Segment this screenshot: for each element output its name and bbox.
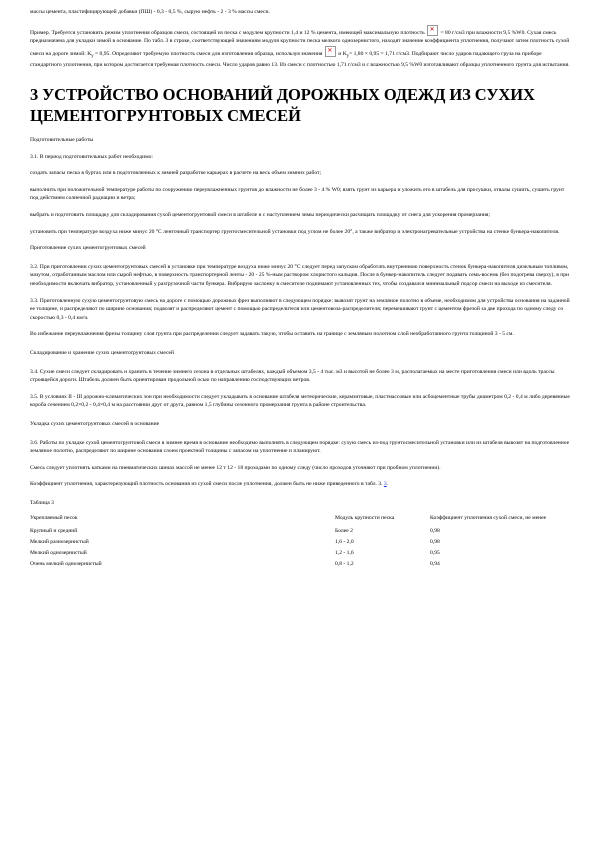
table-header-row bbox=[30, 514, 560, 525]
column-header: Укрепляемый песок bbox=[30, 514, 78, 521]
paragraph-compaction: Смесь следует уплотнять катками на пневматических шинах массой не менее 12 т 12 - 18 проходами по одному следу (число проходов уточняют при пробном уплотнении). bbox=[30, 464, 441, 471]
subheading-laying: Укладка сухих цементогрунтовых смесей в основание bbox=[30, 420, 160, 427]
table-cell: 0,95 bbox=[430, 549, 440, 556]
paragraph-3-3: 3.3. Приготовленную сухую цементогрунтовую смесь на дороге с помощью дорожных фрез выполняют в следующем порядке: вывозят грунт на земляное полотно в объеме, необходимом для устройства основания на заданной ее толщине, и распределяют по ширине основания; подвозят и распределяют цемент с помощью распределителя или цементовоза-распределителя; перемешивают грунт с цементом фрезой за две прохода по одному следу со скоростью 0,3 - 0,4 км/ч. bbox=[30, 297, 570, 321]
subheading-preparatory: Подготовительные работы bbox=[30, 137, 94, 144]
paragraph-3-2: 3.2. При приготовлении сухих цементогрунтовых смесей в установке при температуре воздуха ниже минус 20 °С следует перед запуском обработать внутреннюю поверхность стенок бункера-накопителя дизельным топливом, мазутом, отработанным маслом или сырой нефтью, в поверхность транспортерной ленты - 20 - 25 %-ным раствором хлористого кальция. После в бункер-накопитель следует подавать семь-восемь (без подогрева сверху), в при необходимости включать вибратор, установленный у разгрузочной части бункера. Вибрирую заслонку в смесителе поднимают установленных тех, чтобы создавался минимальный подсор смеси на выходе из смесителя. bbox=[30, 263, 570, 288]
paragraph-3-6: 3.6. Работы по укладке сухой цементогрунтовой смеси в зимнее время в основание необходимо выполнять в следующем порядке: сухую смесь из-под грунтосмесительной установки или из штабеля вывозят на подготовленное земляное полотно, распределяют по ширине основания слоем проектной толщины с запасом на уплотнение и планируют. bbox=[30, 439, 570, 455]
table-row bbox=[30, 525, 560, 536]
table-cell: Мелкий разнозернистый bbox=[30, 538, 89, 545]
table-cell: 0,94 bbox=[430, 560, 440, 567]
paragraph-note: Во избежание переувлажнения фрезы толщину слоя грунта при распределении следует задавать такую, чтобы оставить на границе с земляным полотном слой необработанного грунта толщиной 3 - 5 см. bbox=[30, 331, 514, 338]
coefficient-text: Коэффициент уплотнения, характеризующий плотность основания из сухой смеси после уплотнения, должен быть не ниже приведенного в табл. 3. bbox=[30, 481, 383, 488]
formula-image-icon bbox=[325, 46, 336, 57]
table-cell: 0,98 bbox=[430, 538, 440, 545]
table-cell: Мелкий однозернистый bbox=[30, 549, 87, 556]
intro-paragraph: массы цемента, пластифицирующей добавки (ПШ) - 0,3 - 0,5 %, сырую нефть - 2 - 3 % массы смеси. bbox=[30, 9, 270, 15]
paragraph-3-1: 3.1. В период подготовительных работ необходимо: bbox=[30, 153, 153, 160]
example-text-e: = 1,80 × 0,95 = 1,71 г/см3. Подбирают число ударов падающего груза на приборе стандартного уплотнения, при котором достигается требуемая плотность смеси. Число ударов равно 13. Из смеси с плотностью 1,71 г/см3 и с влажностью 9,5 %W0 изготавливают образцы уплотненного грунта для испытания. bbox=[30, 50, 570, 69]
paragraph-3-5: 3.5. В условиях II - III дорожно-климатических зон при необходимости следует укладывать в основание штабеля метеорические, керамзитовые, пластмассовые или асбоцементные трубы диаметром 0,2 - 0,4 м либо деревянные короба сечением 0,2×0,2 - 0,4×0,4 м на расстоянии друг от друга, равном 1,5 глубины сезонного промерзания грунта в районе строительства. bbox=[30, 393, 570, 409]
list-item: выбрать и подготовить площадку для складирования сухой цементогрунтовой смеси в штабеле и с наступлением зимы периодически расчищать площадку от снега для ускорения промерзания; bbox=[30, 212, 491, 219]
table-row bbox=[30, 558, 560, 569]
example-text-c: = 0,95. Определяют требуемую плотность смеси для изготовления образца, используя значения bbox=[95, 50, 323, 57]
table-caption: Таблица 3 bbox=[30, 499, 54, 506]
formula-image-icon bbox=[427, 25, 438, 36]
table-cell: 0,98 bbox=[430, 527, 440, 534]
table-cell: Более 2 bbox=[335, 527, 353, 534]
subheading-storage: Складирование и хранение сухих цементогрунтовых смесей bbox=[30, 349, 174, 356]
column-header: Модуль крупности песка bbox=[335, 514, 395, 521]
table-cell: 1,2 - 1,6 bbox=[335, 549, 354, 556]
column-header: Коэффициент уплотнения сухой смеси, не менее bbox=[430, 514, 547, 521]
table-row bbox=[30, 536, 560, 547]
example-paragraph bbox=[30, 25, 570, 70]
paragraph-coefficient: Коэффициент уплотнения, характеризующий плотность основания из сухой смеси после уплотнения, должен быть не ниже приведенного в табл. 3. 3. bbox=[30, 481, 389, 488]
example-text-a: Пример. Требуется установить режим уплотнения образцов смеси, состоящей из песка с модулем крупности 1,4 и 12 % цемента, имеющей максимальную плотность bbox=[30, 29, 425, 36]
table-cell: 0,8 - 1,2 bbox=[335, 560, 354, 567]
table-cell: 1,6 - 2,0 bbox=[335, 538, 354, 545]
table-cell: Крупный и средний bbox=[30, 527, 78, 534]
list-item: установить при температуре воздуха ниже минус 20 °С ленточный транспортер грунтосмесительной установки под углом не более 20°, а также вибратор и электронагревательные устройства на стенке бункера-накопителя. bbox=[30, 228, 560, 235]
section-title: 3 УСТРОЙСТВО ОСНОВАНИЙ ДОРОЖНЫХ ОДЕЖД ИЗ СУХИХ ЦЕМЕНТОГРУНТОВЫХ СМЕСЕЙ bbox=[30, 85, 535, 126]
example-text-b: = 80 г/см3 при влажности 9,5 %W0. Сухая смесь предназначена для укладки зимой в основание. По табл. 3 в строке, соответствующей значениям модуля крупности песка мелкого однозернистого, находят значение коэффициента уплотнения, получают затем плотность сухой смеси на дороге зимой: K bbox=[30, 29, 570, 57]
list-item: выполнить при положительной температуре работы по сооружению переувлажненных грунтов до влажности не более 3 - 4 % W0; взять грунт из карьера и уложить его в штабель для просушки, отвалы сушить, сушить грунт под действием солнечной радиации и ветра; bbox=[30, 186, 565, 202]
subheading-preparation: Приготовление сухих цементогрунтовых смесей bbox=[30, 245, 146, 252]
compaction-table bbox=[30, 514, 560, 569]
table-cell: Очень мелкий однозернистый bbox=[30, 560, 102, 567]
list-item: создать запасы песка в буртах или в подготовленных к зимней разработке карьерах в расчете на весь объем зимних работ; bbox=[30, 170, 322, 177]
k-subscript: y bbox=[346, 53, 350, 59]
document-page bbox=[30, 8, 570, 569]
table-row bbox=[30, 547, 560, 558]
table-3-link[interactable]: 3 bbox=[383, 481, 387, 488]
paragraph-3-4: 3.4. Сухие смеси следует складировать и хранить в течение зимнего сезона в отдельных штабелях, каждый объемом 3,5 - 4 тыс. м3 и высотой не более 3 м, располагаемых на месте приготовления смеси или вдоль трассы строящейся дороги. Штабель должен быть ориентирован продольной осью по направлению господствующих ветров. bbox=[30, 368, 555, 384]
k-subscript: y bbox=[91, 53, 94, 59]
example-text-d: и K bbox=[338, 50, 347, 57]
